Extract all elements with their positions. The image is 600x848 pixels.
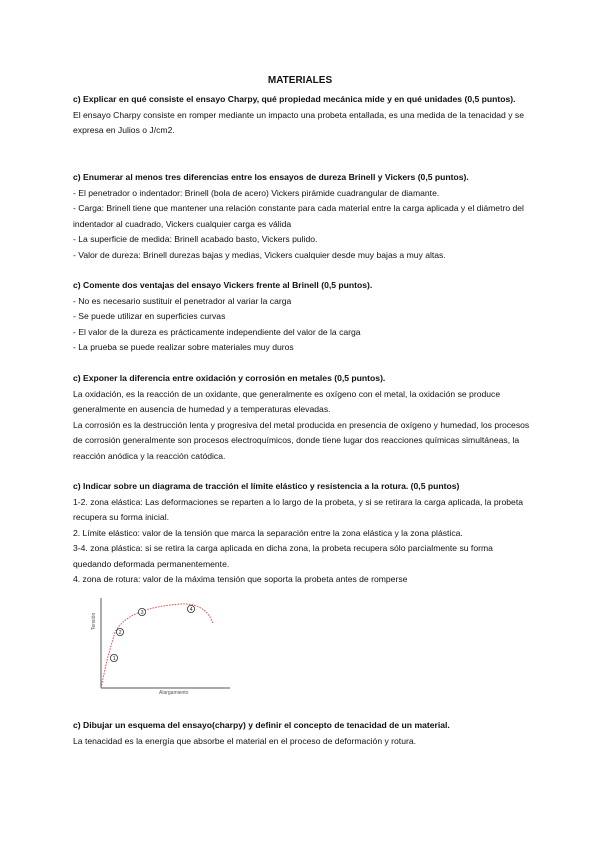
answer-line: La oxidación, es la reacción de un oxidante, que generalmente es oxígeno con el metal, la oxidación se produce generalmente en ausencia de humedad y a temperaturas elevadas. <box>73 388 501 414</box>
answer-line: - El penetrador o indentador: Brinell (bola de acero) Vickers pirámide cuadrangular de diamante. <box>73 187 440 198</box>
x-axis-label: Alargamiento <box>159 690 189 696</box>
point-marker-3 <box>138 608 145 616</box>
section-toughness <box>73 718 533 749</box>
answer-line: - Valor de dureza: Brinell durezas bajas y medias, Vickers cualquier desde muy bajas a muy altas. <box>73 249 446 260</box>
svg-text:3: 3 <box>140 610 144 616</box>
answer-line: 1-2. zona elástica: Las deformaciones se reparten a lo largo de la probeta, y si se retirara la carga aplicada, la probeta recupera su forma inicial. <box>73 496 523 522</box>
section-vickers-advantages <box>73 278 533 356</box>
answer-line: El ensayo Charpy consiste en romper mediante un impacto una probeta entallada, es una medida de la tenacidad y se expresa en Julios o J/cm2. <box>73 109 524 135</box>
answer-line: 2. Límite elástico: valor de la tensión que marca la separación entre la zona elástica y la zona plástica. <box>73 527 463 538</box>
document-title: MATERIALES <box>267 75 333 86</box>
answer-line: - La prueba se puede realizar sobre materiales muy duros <box>73 342 294 352</box>
answer-line: - Carga: Brinell tiene que mantener una relación constante para cada material entre la carga aplicada y el diámetro del indentador al cuadrado, Vickers cualquier carga es válida <box>73 203 524 229</box>
answer-line: La corrosión es la destrucción lenta y progresiva del metal producida en presencia de oxígeno y humedad, los procesos de corrosión generalmente son procesos electroquímicos, donde tiene lugar dos reacciones químicas simultáneas, la reacción anódica y la reacción catódica. <box>73 419 530 461</box>
answer-line: 3-4. zona plástica: si se retira la carga aplicada en dicha zona, la probeta recupera sólo parcialmente su forma quedando deformada permanentemente. <box>73 543 493 569</box>
stress-strain-curve <box>101 604 213 688</box>
svg-text:2: 2 <box>118 630 122 636</box>
section-charpy <box>73 92 533 139</box>
question: c) Dibujar un esquema del ensayo(charpy) y definir el concepto de tenacidad de un material. <box>73 720 450 730</box>
question: c) Indicar sobre un diagrama de tracción el límite elástico y resistencia a la rotura. (0,5 puntos) <box>73 481 460 491</box>
section-oxidation-corrosion <box>73 371 533 464</box>
answer-line: - El valor de la dureza es prácticamente independiente del valor de la carga <box>73 326 361 337</box>
answer-line: - Se puede utilizar en superficies curvas <box>73 311 226 321</box>
answer-line: - La superficie de medida: Brinell acabado basto, Vickers pulido. <box>73 234 318 244</box>
question: c) Exponer la diferencia entre oxidación y corrosión en metales (0,5 puntos). <box>73 373 386 383</box>
tensile-diagram-sketch <box>85 590 235 700</box>
y-axis-label: Tensión <box>91 612 97 630</box>
svg-text:4: 4 <box>189 607 193 613</box>
answer-line: - No es necesario sustituir el penetrador al variar la carga <box>73 295 292 306</box>
answer-line: 4. zona de rotura: valor de la máxima tensión que soporta la probeta antes de romperse <box>73 574 408 584</box>
point-marker-1 <box>110 654 117 662</box>
question: c) Explicar en qué consiste el ensayo Charpy, qué propiedad mecánica mide y en qué unidades (0,5 puntos). <box>73 94 516 104</box>
point-marker-2 <box>116 628 123 636</box>
point-marker-4 <box>187 605 194 613</box>
section-brinell-vickers <box>73 170 533 263</box>
question: c) Enumerar al menos tres diferencias entre los ensayos de dureza Brinell y Vickers (0,5 puntos). <box>73 172 469 182</box>
answer-line: La tenacidad es la energía que absorbe el material en el proceso de deformación y rotura. <box>73 735 417 746</box>
section-tensile-diagram <box>73 479 533 588</box>
question: c) Comente dos ventajas del ensayo Vickers frente al Brinell (0,5 puntos). <box>73 280 373 290</box>
svg-text:1: 1 <box>112 656 116 662</box>
